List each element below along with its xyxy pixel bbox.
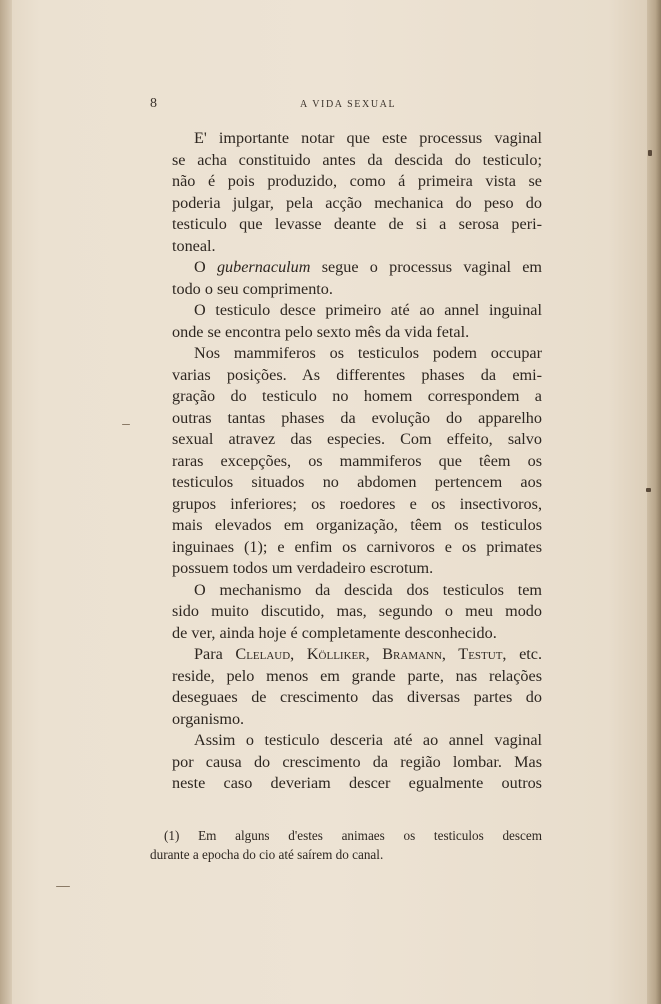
paragraph-5 (150, 580, 542, 645)
margin-mark (648, 150, 652, 156)
text-line: inguinaes (1); e enfim os carnivoros e os primates (172, 537, 542, 556)
body-text (150, 128, 542, 795)
running-head (150, 96, 510, 116)
text-line: de ver, ainda hoje é completamente desconhecido. (172, 623, 497, 642)
paragraph-1 (150, 128, 542, 257)
text-line: Nos mammiferos os testiculos podem occupar (194, 344, 542, 362)
text-line: se acha constituido antes da descida do testiculo; (172, 150, 542, 169)
text-line: organismo. (172, 709, 245, 728)
text-line: deseguaes de crescimento das diversas partes do (172, 688, 542, 706)
paragraph-6 (150, 644, 542, 730)
margin-mark (646, 488, 651, 492)
footnote-line: durante a epocha do cio até saírem do canal. (150, 847, 384, 862)
text-span: O (194, 258, 217, 276)
page-left-edge (0, 0, 12, 1004)
text-line: O testiculo desce primeiro até ao annel inguinal (194, 301, 542, 319)
text-line: sido muito discutido, mas, segundo o meu modo (172, 602, 542, 620)
italic-term: gubernaculum (216, 258, 311, 276)
text-line: varias posições. As differentes phases da emi- (172, 365, 542, 384)
paragraph-3 (150, 300, 542, 343)
text-line (150, 257, 542, 279)
running-title: A VIDA SEXUAL (300, 99, 397, 110)
text-line: outras tantas phases da evolução do apparelho (172, 408, 542, 427)
text-line: raras excepções, os mammiferos que têem os (172, 451, 542, 470)
text-line: possuem todos um verdadeiro escrotum. (172, 559, 434, 577)
margin-mark (56, 886, 70, 887)
text-span: Para (194, 645, 236, 663)
text-line: poderia julgar, pela acção mechanica do peso do (172, 193, 542, 212)
text-line: gração do testiculo no homem correspondem a (172, 387, 542, 405)
paragraph-7 (150, 730, 542, 795)
text-line: Assim o testiculo desceria até ao annel vaginal (194, 731, 542, 749)
text-line: todo o seu comprimento. (172, 279, 333, 298)
text-line: O mechanismo da descida dos testiculos tem (194, 580, 542, 599)
text-line: onde se encontra pelo sexto mês da vida fetal. (172, 322, 470, 341)
margin-mark (122, 424, 130, 425)
footnote (150, 826, 542, 864)
page-number: 8 (150, 96, 157, 111)
text-span: segue o processus vaginal em (310, 258, 542, 276)
text-line: sexual atravez das especies. Com effeito, salvo (172, 430, 542, 448)
text-line: não é pois produzido, como á primeira vista se (172, 172, 542, 190)
text-line: neste caso deveriam descer egualmente outros (172, 774, 542, 792)
paragraph-2 (150, 257, 542, 300)
text-line: grupos inferiores; os roedores e os insectivoros, (172, 494, 542, 513)
text-span: etc. (506, 645, 543, 663)
paragraph-4 (150, 343, 542, 580)
footnote-line: (1) Em alguns d'estes animaes os testiculos descem (164, 828, 542, 843)
text-line (150, 644, 542, 666)
text-line: testiculos situados no abdomen pertencem aos (172, 473, 542, 491)
text-line: mais elevados em organização, têem os testiculos (172, 516, 542, 534)
text-line: E' importante notar que este processus vaginal (194, 129, 542, 147)
text-line: testiculo que levasse deante de si a serosa peri- (172, 215, 542, 233)
text-line: reside, pelo menos em grande parte, nas relações (172, 666, 542, 685)
author-names: Clelaud, Kölliker, Bramann, Testut, (235, 645, 507, 663)
text-line: toneal. (172, 236, 216, 255)
text-line: por causa do crescimento da região lombar. Mas (172, 752, 542, 771)
